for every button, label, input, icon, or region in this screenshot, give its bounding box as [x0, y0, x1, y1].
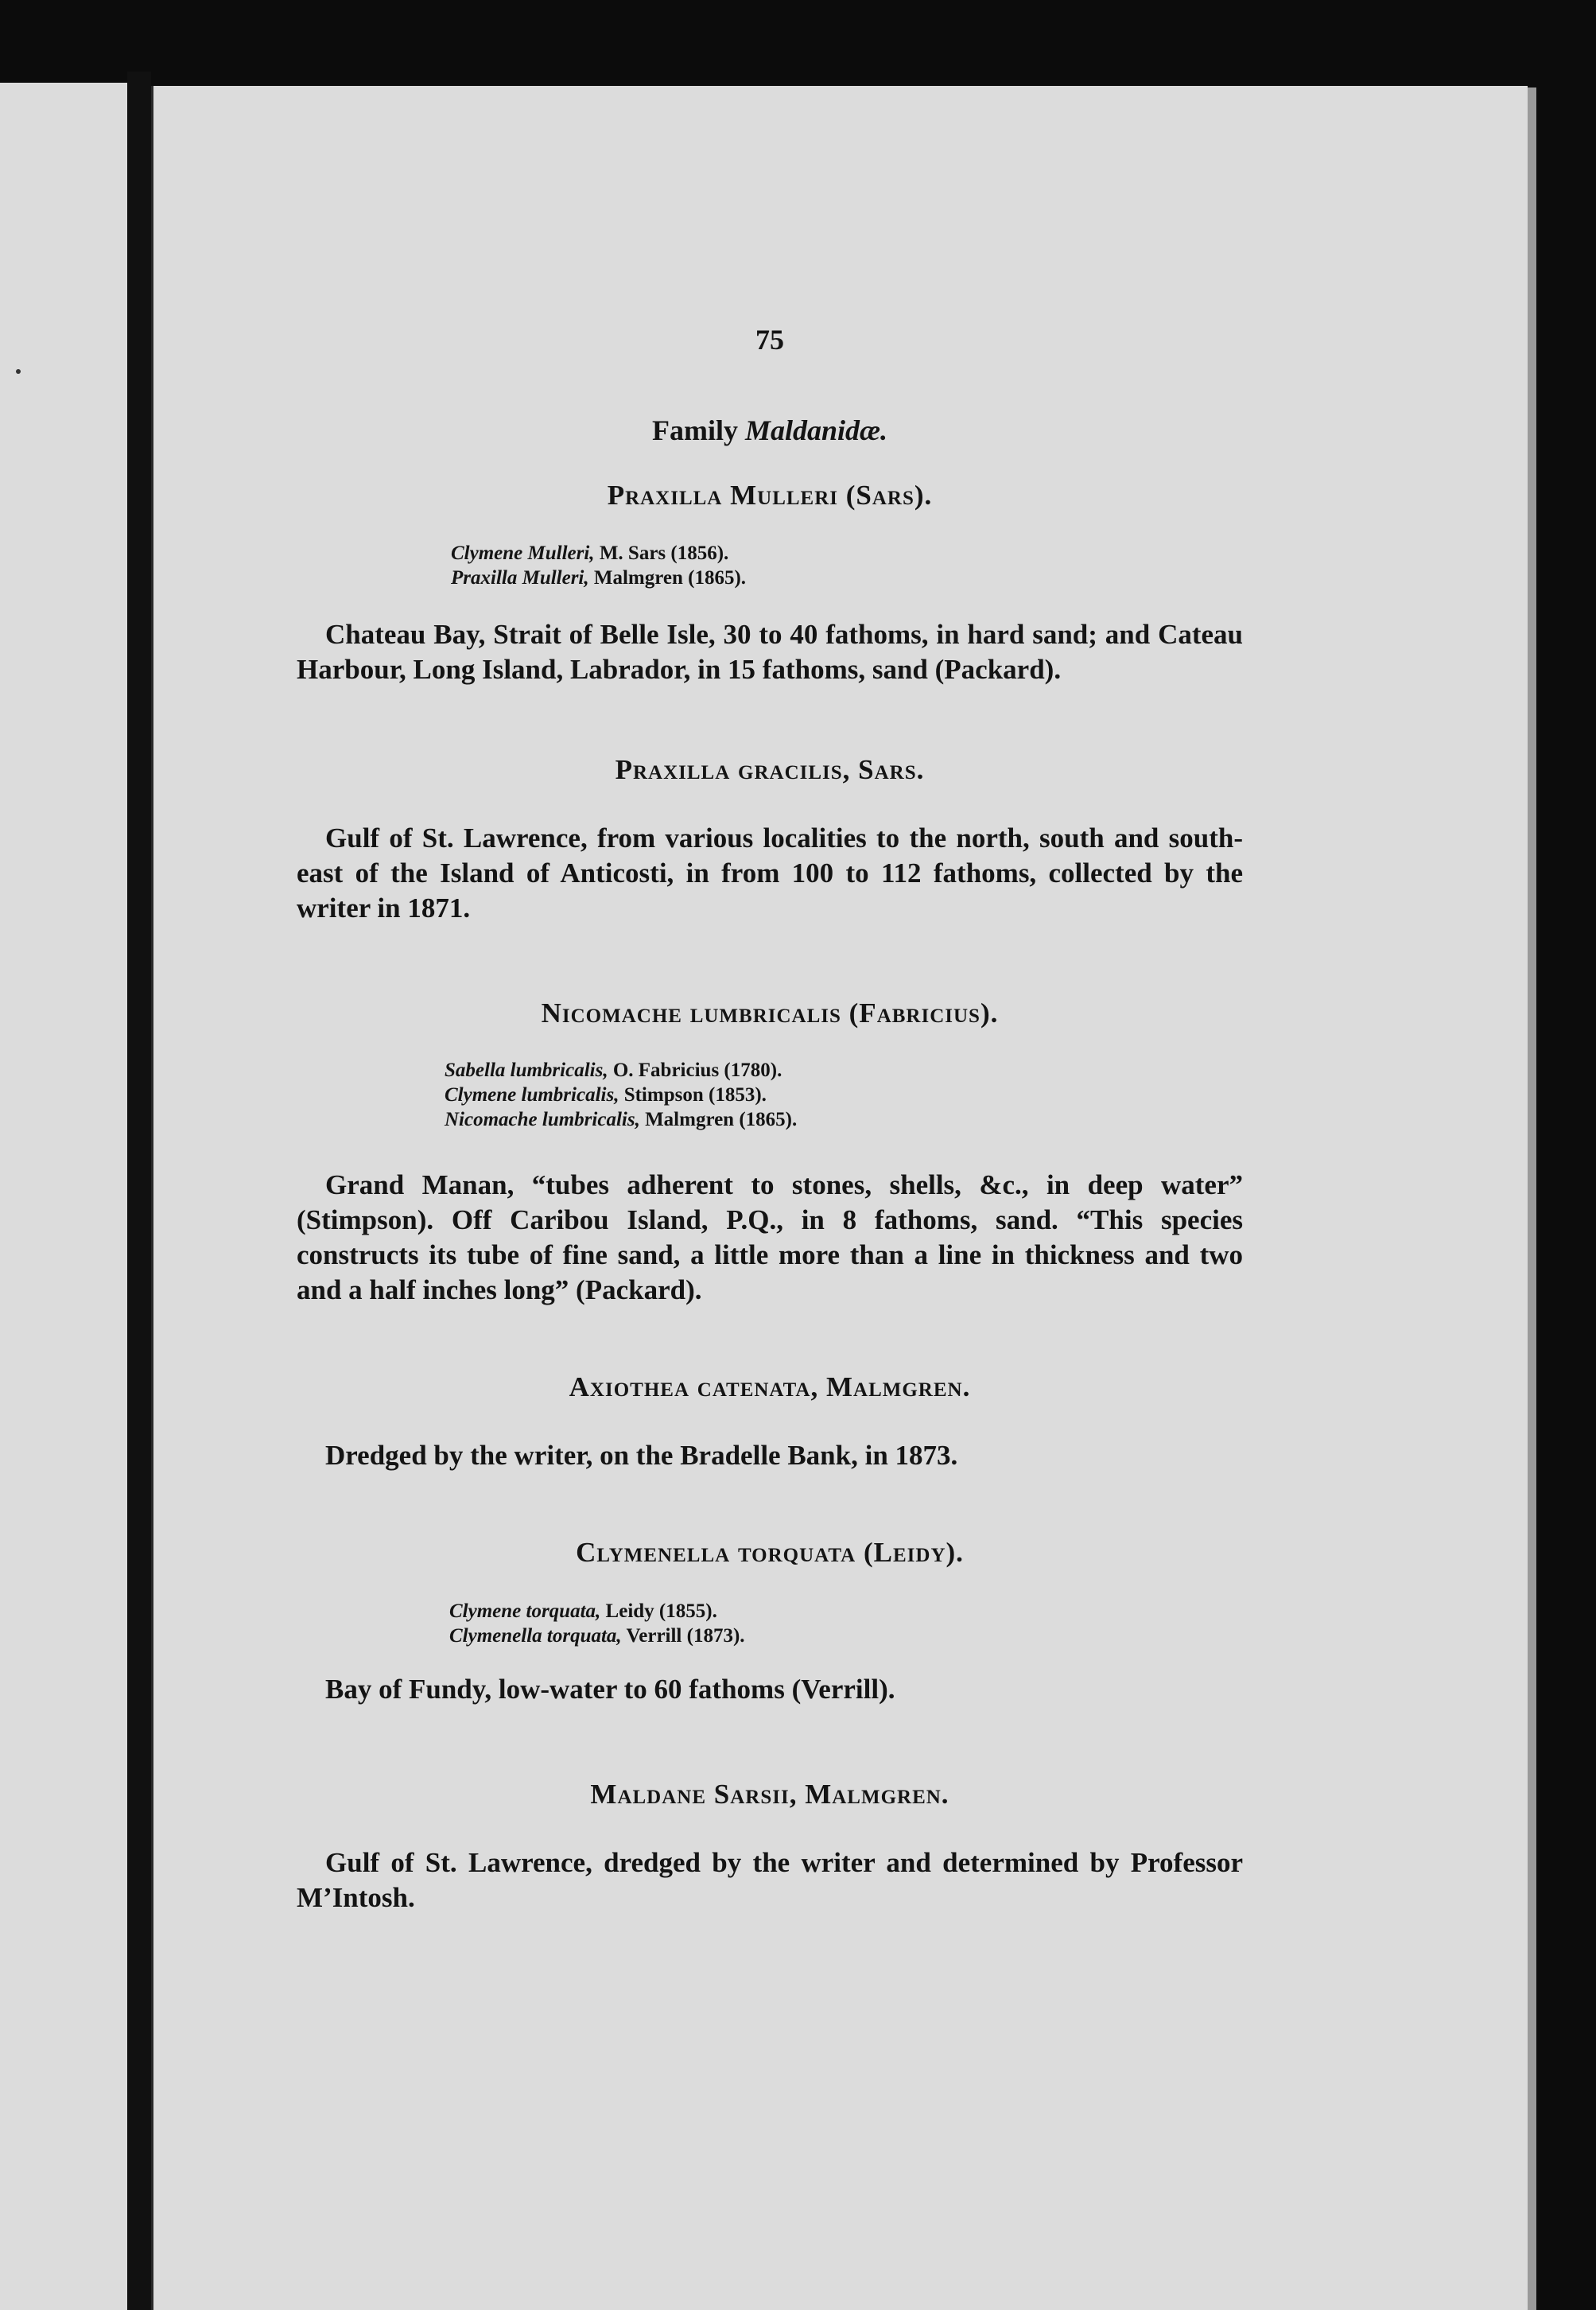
family-prefix: Family [651, 414, 745, 446]
synonym-entry: Clymenella torquata, Verrill (1873). [449, 1625, 745, 1647]
species-heading: Praxilla gracilis, Sars. [615, 754, 925, 785]
species-heading: Praxilla Mulleri (Sars). [607, 480, 933, 511]
species-heading: Clymenella torquata (Leidy). [576, 1537, 964, 1568]
species-heading: Nicomache lumbricalis (Fabricius). [541, 998, 999, 1029]
page-speck [16, 369, 21, 374]
synonym-entry: Praxilla Mulleri, Malmgren (1865). [451, 567, 747, 589]
synonym-list [445, 1058, 797, 1132]
species-description: Gulf of St. Lawrence, from various localities to the north, south and south-east of the Island of Anticosti, in from 100 to 112 fathoms, collected by the writer in 1871. [297, 822, 1243, 924]
species-heading: Axiothea catenata, Malmgren. [569, 1371, 971, 1402]
synonym-entry: Clymene torquata, Leidy (1855). [449, 1600, 717, 1622]
species-description: Dredged by the writer, on the Bradelle Bank, in 1873. [325, 1440, 958, 1471]
book-spine [127, 72, 151, 2310]
species-heading: Maldane Sarsii, Malmgren. [590, 1779, 949, 1810]
family-name: Maldanidæ. [744, 414, 888, 446]
synonym-entry: Clymene lumbricalis, Stimpson (1853). [445, 1084, 767, 1106]
family-title [297, 414, 1243, 447]
synonym-list [451, 541, 746, 590]
species-description: Bay of Fundy, low-water to 60 fathoms (Verrill). [325, 1674, 895, 1705]
synonym-entry: Sabella lumbricalis, O. Fabricius (1780). [445, 1060, 782, 1081]
species-description: Chateau Bay, Strait of Belle Isle, 30 to 40 fathoms, in hard sand; and Cateau Harbour, Long Island, Labrador, in 15 fathoms, sand (Packard). [297, 619, 1243, 685]
page-number: 75 [755, 324, 784, 356]
synonym-list [449, 1599, 745, 1648]
species-description: Grand Manan, “tubes adherent to stones, shells, &c., in deep water” (Stimpson). Off Caribou Island, P.Q., in 8 fathoms, sand. “This species constructs its tube of fine sand, a little more than a line in thickness and two and a half inches long” (Packard). [297, 1169, 1243, 1305]
species-description: Gulf of St. Lawrence, dredged by the writer and determined by Professor M’Intosh. [297, 1847, 1243, 1913]
synonym-entry: Clymene Mulleri, M. Sars (1856). [451, 542, 729, 564]
facing-page-edge [0, 83, 127, 2310]
synonym-entry: Nicomache lumbricalis, Malmgren (1865). [445, 1109, 798, 1130]
scanned-page [151, 86, 1528, 2310]
